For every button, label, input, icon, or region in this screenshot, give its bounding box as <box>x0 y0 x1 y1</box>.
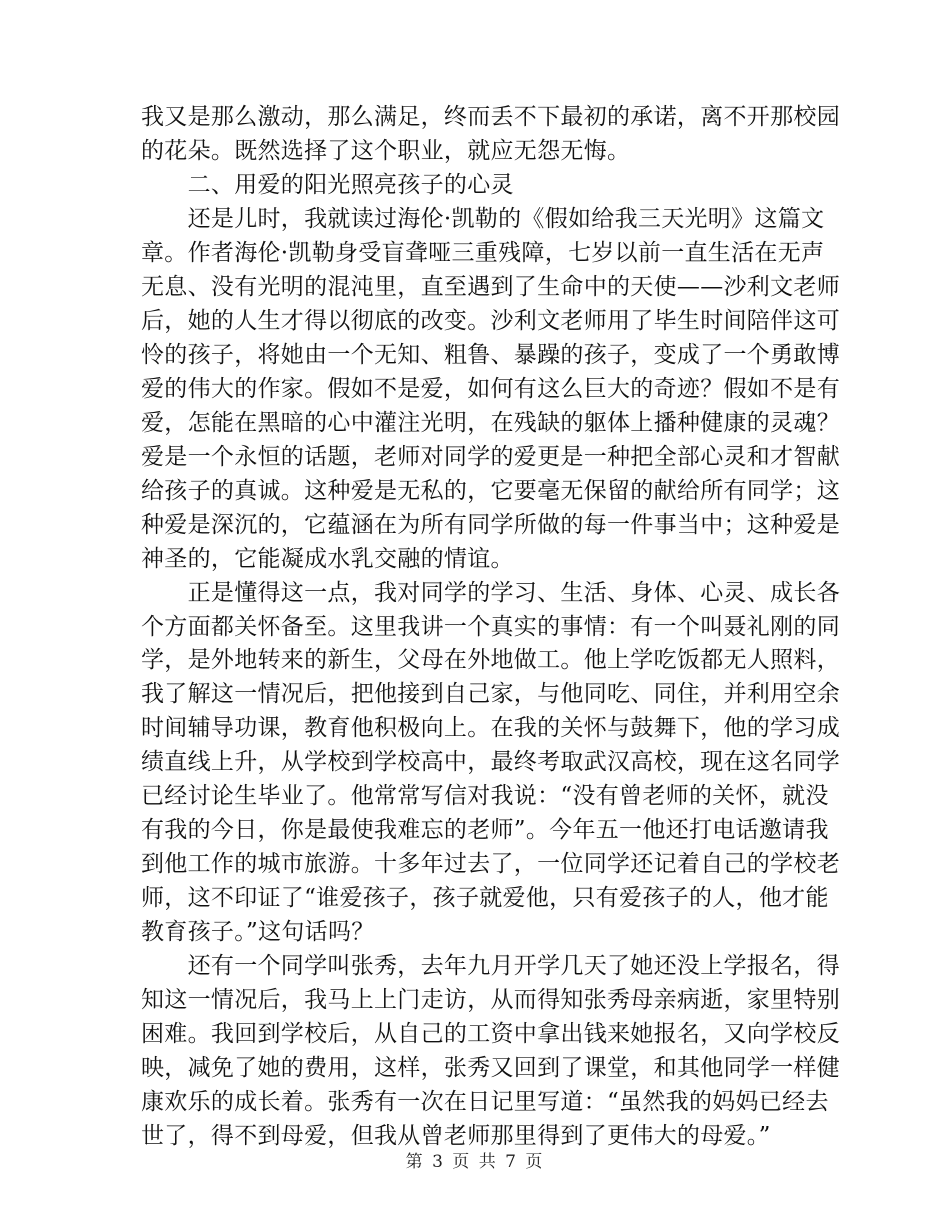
body-text-line: 神圣的，它能凝成水乳交融的情谊。 <box>141 546 514 572</box>
body-text-line: 学，是外地转来的新生，父母在外地做工。他上学吃饭都无人照料， <box>141 647 840 673</box>
body-text-line: 爱，怎能在黑暗的心中灌注光明，在残缺的躯体上播种健康的灵魂？ <box>141 410 840 436</box>
body-text-line: 知这一情况后，我马上上门走访，从而得知张秀母亲病逝，家里特别 <box>141 987 840 1013</box>
body-text-line: 我了解这一情况后，把他接到自己家，与他同吃、同住，并利用空余 <box>141 681 840 707</box>
body-text-line: 无息、没有光明的混沌里，直至遇到了生命中的天使——沙利文老师 <box>141 274 840 300</box>
body-text-line: 已经讨论生毕业了。他常常写信对我说：“没有曾老师的关怀，就没 <box>141 783 829 809</box>
body-text-line: 爱的伟大的作家。假如不是爱，如何有这么巨大的奇迹？假如不是有 <box>141 376 840 402</box>
body-text-line: 绩直线上升，从学校到学校高中，最终考取武汉高校，现在这名同学 <box>141 749 840 775</box>
body-text-line: 章。作者海伦·凯勒身受盲聋哑三重残障，七岁以前一直生活在无声 <box>141 240 825 266</box>
page-number-footer: 第 3 页 共 7 页 <box>405 1152 545 1172</box>
body-text-line: 我又是那么激动，那么满足，终而丢不下最初的承诺，离不开那校园 <box>141 104 840 130</box>
body-text-line: 还是儿时，我就读过海伦·凯勒的《假如给我三天光明》这篇文 <box>141 206 825 232</box>
body-text-line: 还有一个同学叫张秀，去年九月开学几天了她还没上学报名，得 <box>141 953 840 979</box>
body-text-line: 世了，得不到母爱，但我从曾老师那里得到了更伟大的母爱。” <box>141 1123 771 1149</box>
body-text-line: 种爱是深沉的，它蕴涵在为所有同学所做的每一件事当中；这种爱是 <box>141 512 840 538</box>
body-text-line: 映，减免了她的费用，这样，张秀又回到了课堂，和其他同学一样健 <box>141 1055 840 1081</box>
body-text-line: 正是懂得这一点，我对同学的学习、生活、身体、心灵、成长各 <box>141 580 840 606</box>
body-text-line: 的花朵。既然选择了这个职业，就应无怨无悔。 <box>141 138 631 164</box>
body-text-line: 怜的孩子，将她由一个无知、粗鲁、暴躁的孩子，变成了一个勇敢博 <box>141 342 840 368</box>
body-text-line: 困难。我回到学校后，从自己的工资中拿出钱来她报名，又向学校反 <box>141 1021 840 1047</box>
body-text-line: 时间辅导功课，教育他积极向上。在我的关怀与鼓舞下，他的学习成 <box>141 715 840 741</box>
body-text-line: 有我的今日，你是最使我难忘的老师”。今年五一他还打电话邀请我 <box>141 817 829 843</box>
body-text-line: 教育孩子。”这句话吗？ <box>141 919 375 945</box>
section-heading: 二、用爱的阳光照亮孩子的心灵 <box>141 172 514 198</box>
body-text-line: 给孩子的真诚。这种爱是无私的，它要毫无保留的献给所有同学；这 <box>141 478 840 504</box>
body-text-line: 爱是一个永恒的话题，老师对同学的爱更是一种把全部心灵和才智献 <box>141 444 840 470</box>
body-text-line: 后，她的人生才得以彻底的改变。沙利文老师用了毕生时间陪伴这可 <box>141 308 840 334</box>
body-text-line: 到他工作的城市旅游。十多年过去了，一位同学还记着自己的学校老 <box>141 851 840 877</box>
body-text-line: 康欢乐的成长着。张秀有一次在日记里写道：“虽然我的妈妈已经去 <box>141 1089 829 1115</box>
body-text-line: 师，这不印证了“谁爱孩子，孩子就爱他，只有爱孩子的人，他才能 <box>141 885 829 911</box>
body-text-line: 个方面都关怀备至。这里我讲一个真实的事情：有一个叫聂礼刚的同 <box>141 614 840 640</box>
